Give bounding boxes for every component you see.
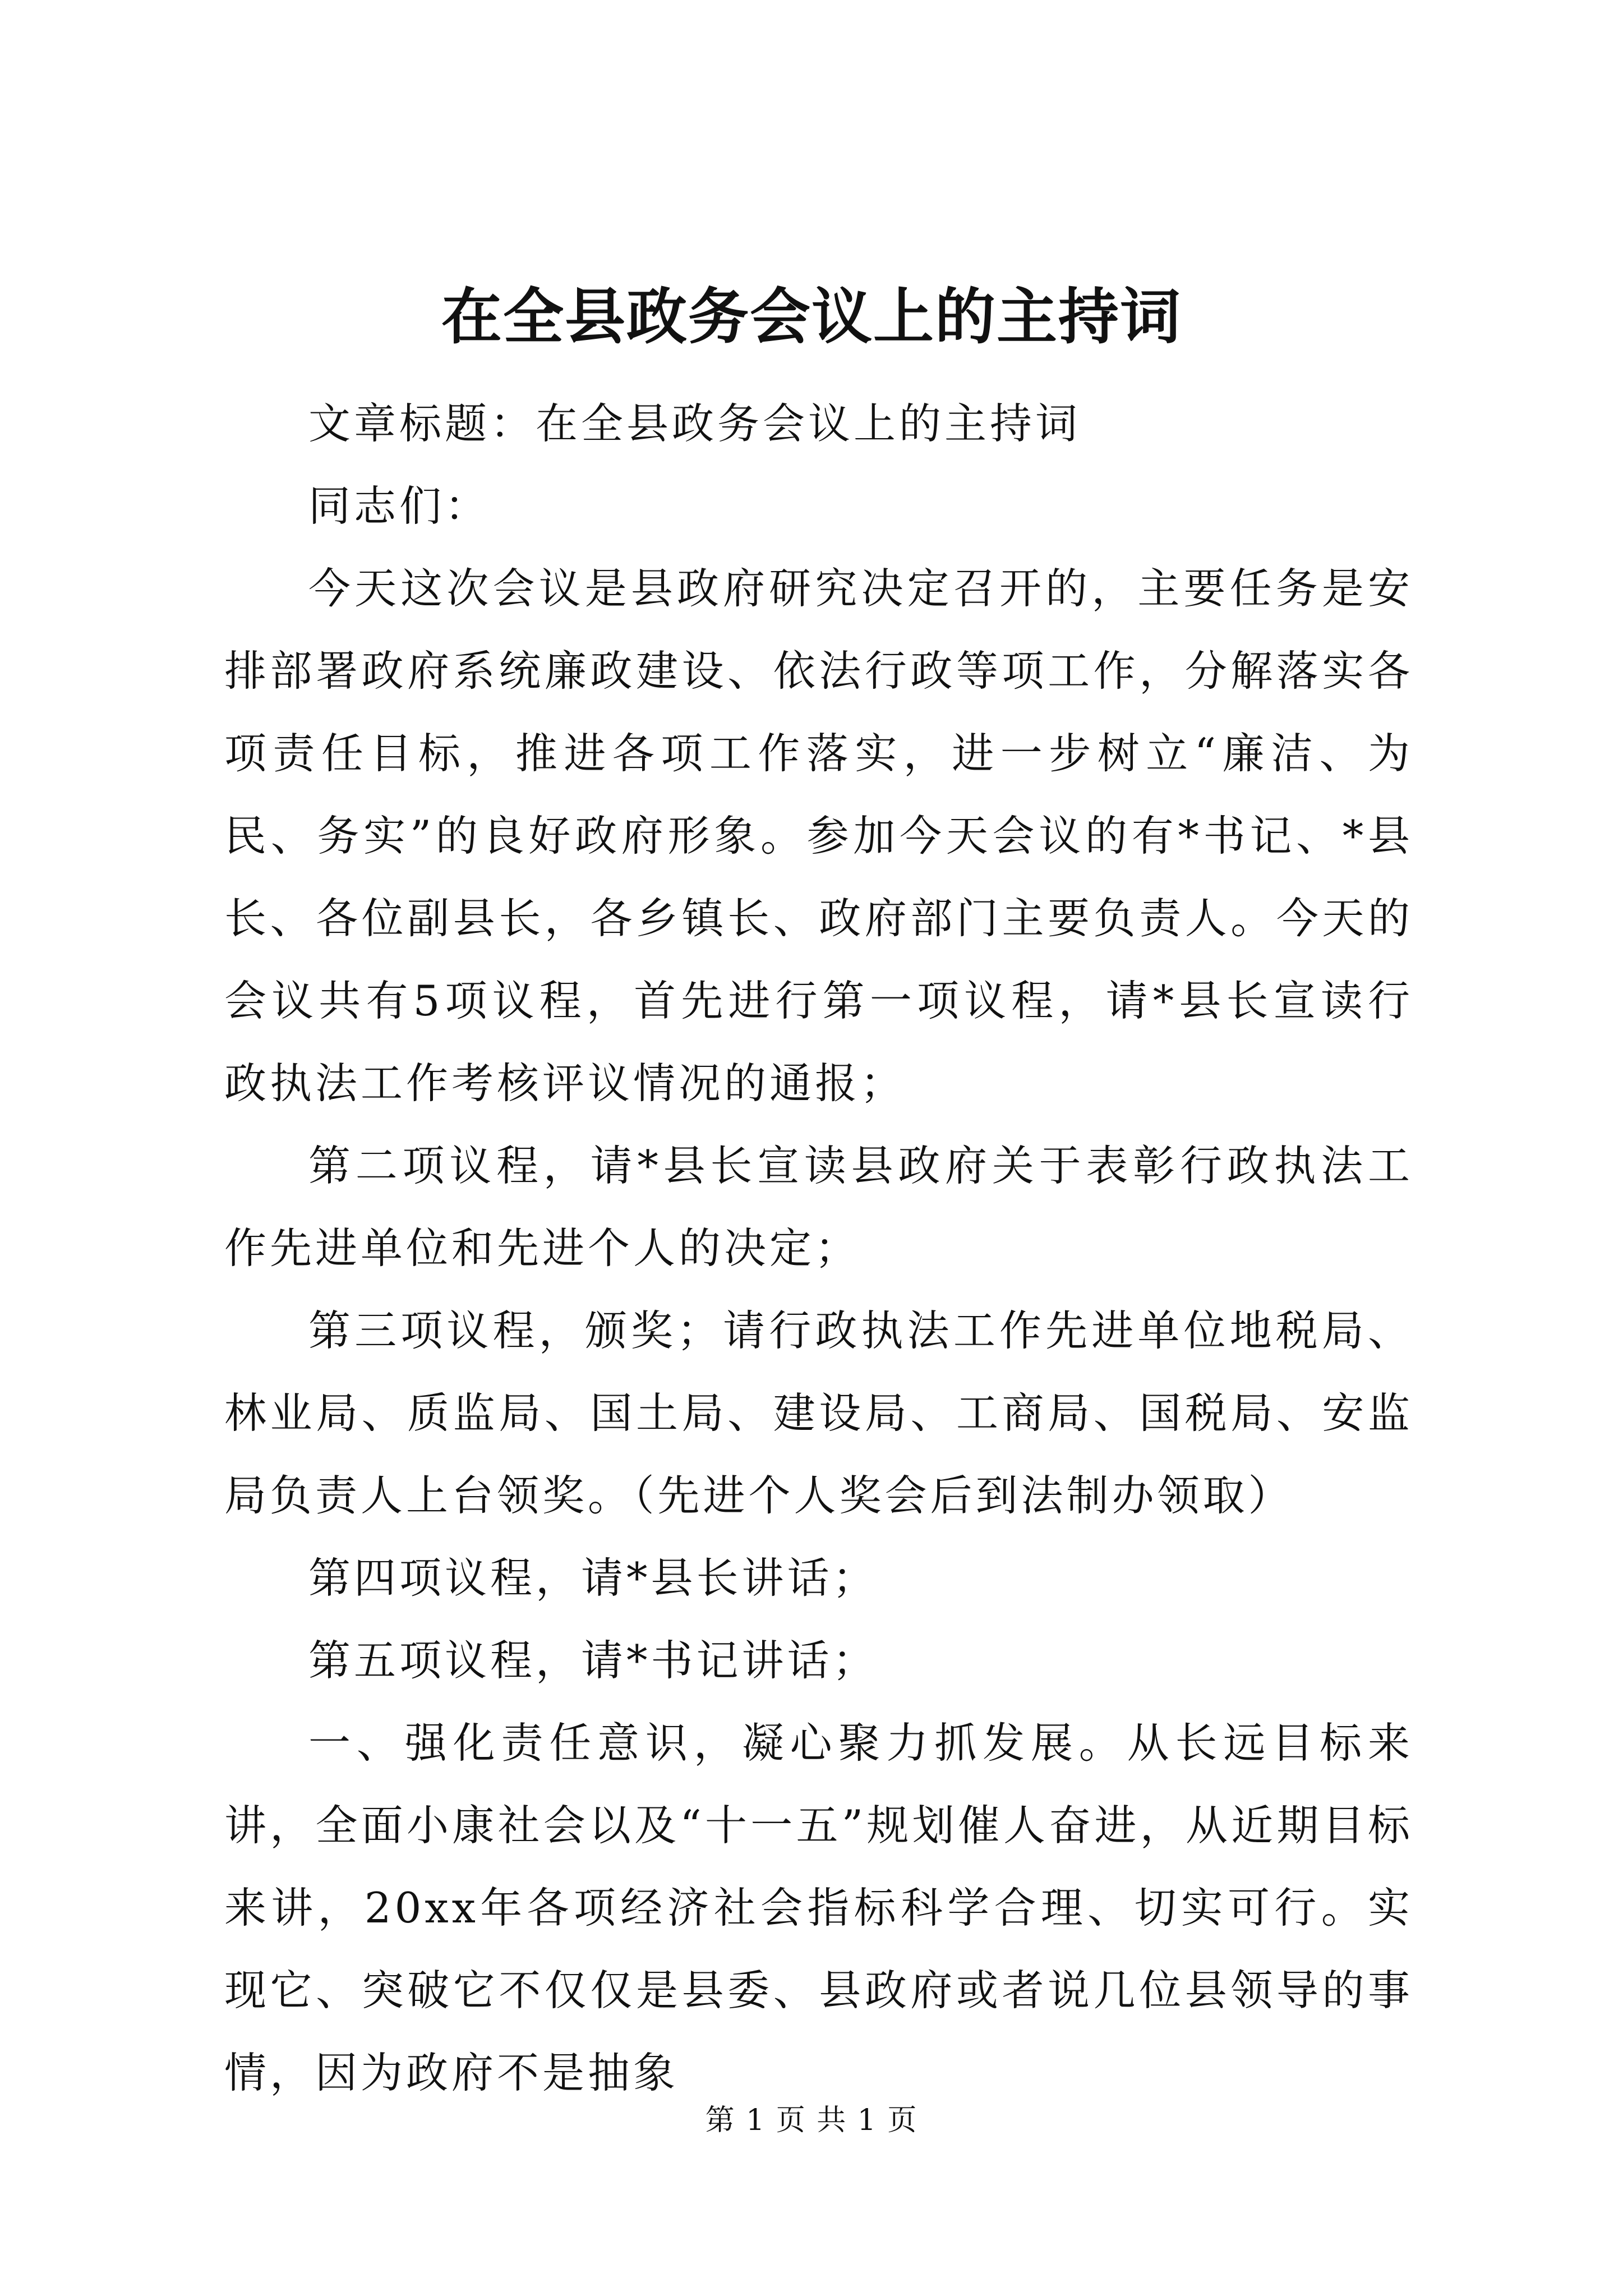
- paragraph-article-title: 文章标题：在全县政务会议上的主持词: [308, 399, 1081, 448]
- page-number-footer: 第 1 页 共 1 页: [705, 2104, 918, 2137]
- document-title: 在全县政务会议上的主持词: [441, 282, 1182, 352]
- paragraph-salutation: 同志们：: [308, 481, 491, 531]
- paragraph-section-1: 一、强化责任意识，凝心聚力抓发展。从长远目标来讲，全面小康社会以及“十一五”规划催人奋进，从近期目标来讲，20xx年各项经济社会指标科学合理、切实可行。实现它、突破它不仅仅是县委、县政府或者说几位县领导的事情，因为政府不是抽象: [224, 1718, 1413, 2097]
- paragraph-agenda-item-2: 第二项议程，请*县长宣读县政府关于表彰行政执法工作先进单位和先进个人的决定；: [224, 1141, 1413, 1273]
- paragraph-agenda-item-3: 第三项议程，颁奖；请行政执法工作先进单位地税局、林业局、质监局、国土局、建设局、工商局、国税局、安监局负责人上台领奖。（先进个人奖会后到法制办领取）: [224, 1306, 1413, 1520]
- document-body: [224, 383, 1413, 2114]
- paragraph-agenda-item-4: 第四项议程，请*县长讲话；: [308, 1553, 878, 1603]
- paragraph-introduction: 今天这次会议是县政府研究决定召开的，主要任务是安排部署政府系统廉政建设、依法行政等项工作，分解落实各项责任目标，推进各项工作落实，进一步树立“廉洁、为民、务实”的良好政府形象。参加今天会议的有*书记、*县长、各位副县长，各乡镇长、政府部门主要负责人。今天的会议共有5项议程，首先进行第一项议程，请*县长宣读行政执法工作考核评议情况的通报；: [224, 564, 1413, 1108]
- paragraph-agenda-item-5: 第五项议程，请*书记讲话；: [308, 1636, 878, 1685]
